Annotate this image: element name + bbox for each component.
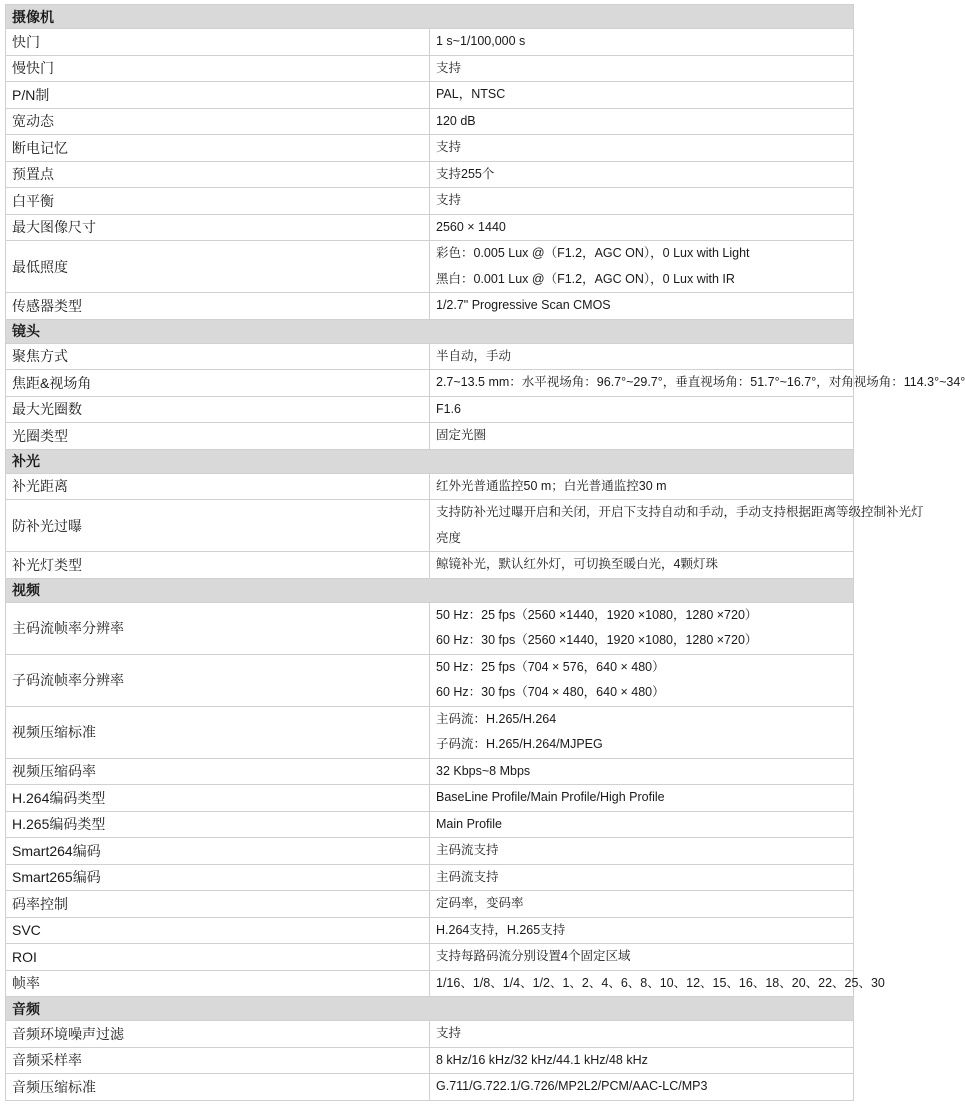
spec-value: 1 s~1/100,000 s	[436, 34, 526, 48]
spec-value-cell	[430, 423, 854, 450]
spec-value-cell	[430, 917, 854, 944]
spec-value: 50 Hz：25 fps（2560 ×1440，1920 ×1080，1280 ×720）	[436, 607, 758, 622]
spec-value-cell	[430, 602, 854, 654]
section-header-row	[6, 449, 854, 473]
spec-label: Smart264编码	[6, 838, 430, 865]
spec-value: 1/2.7" Progressive Scan CMOS	[436, 298, 611, 312]
spec-label: 防补光过曝	[6, 500, 430, 552]
spec-value: 60 Hz：30 fps（704 × 480，640 × 480）	[436, 685, 665, 699]
spec-value: 2560 × 1440	[436, 219, 506, 234]
spec-value: 黑白：0.001 Lux @（F1.2，AGC ON），0 Lux with IR	[436, 271, 735, 286]
spec-row	[6, 161, 854, 188]
spec-value-cell	[430, 473, 854, 500]
spec-value: 鲸镜补光，默认红外灯，可切换至暖白光，4颗灯珠	[436, 557, 718, 571]
spec-value: G.711/G.722.1/G.726/MP2L2/PCM/AAC-LC/MP3	[436, 1079, 708, 1093]
spec-row	[6, 108, 854, 135]
spec-row	[6, 811, 854, 838]
spec-label: 聚焦方式	[6, 343, 430, 370]
spec-value: 主码流支持	[436, 843, 499, 857]
spec-value: 支持	[436, 1026, 462, 1040]
spec-row	[6, 188, 854, 215]
spec-value: 120 dB	[436, 113, 476, 128]
spec-value: 主码流支持	[436, 869, 499, 884]
spec-value: 32 Kbps~8 Mbps	[436, 763, 531, 778]
spec-row	[6, 758, 854, 785]
spec-value: 60 Hz：30 fps（2560 ×1440，1920 ×1080，1280 ×720）	[436, 633, 758, 647]
spec-label: 最大图像尺寸	[6, 214, 430, 241]
spec-value-cell	[430, 864, 854, 891]
spec-table	[5, 4, 965, 1101]
spec-label: 最大光圈数	[6, 396, 430, 423]
spec-row	[6, 29, 854, 56]
spec-label: 白平衡	[6, 188, 430, 215]
spec-row	[6, 473, 854, 500]
spec-value: BaseLine Profile/Main Profile/High Profile	[436, 790, 665, 804]
spec-row	[6, 1021, 854, 1048]
section-header-row	[6, 319, 854, 343]
section-header-row	[6, 5, 854, 29]
spec-label: 视频压缩标准	[6, 706, 430, 758]
spec-value-cell	[430, 944, 854, 971]
spec-value: 红外光普通监控50 m；白光普通监控30 m	[436, 478, 667, 493]
spec-value: 支持	[436, 60, 462, 75]
spec-row	[6, 396, 854, 423]
spec-value: 支持防补光过曝开启和关闭，开启下支持自动和手动，手动支持根据距离等级控制补光灯	[436, 505, 924, 519]
section-title: 视频	[6, 578, 854, 602]
spec-label: 最低照度	[6, 241, 430, 293]
spec-label: 主码流帧率分辨率	[6, 602, 430, 654]
spec-row	[6, 500, 854, 552]
spec-value-cell	[430, 1021, 854, 1048]
spec-value-cell	[430, 214, 854, 241]
spec-row	[6, 552, 854, 579]
spec-row	[6, 944, 854, 971]
spec-value: PAL，NTSC	[436, 87, 506, 101]
spec-row	[6, 654, 854, 706]
spec-value: 支持	[436, 140, 462, 154]
spec-value-cell	[430, 108, 854, 135]
spec-row	[6, 135, 854, 162]
spec-value: Main Profile	[436, 816, 502, 831]
spec-label: P/N制	[6, 82, 430, 109]
spec-label: 补光距离	[6, 473, 430, 500]
spec-value: F1.6	[436, 401, 462, 416]
spec-label: 断电记忆	[6, 135, 430, 162]
spec-value-cell	[430, 370, 965, 397]
spec-label: 码率控制	[6, 891, 430, 918]
spec-value: 2.7~13.5 mm：水平视场角：96.7°~29.7°，垂直视场角：51.7°~16.7°，对角视场角：114.3°~34°	[436, 375, 965, 389]
section-header-row	[6, 578, 854, 602]
spec-value: 支持每路码流分别设置4个固定区域	[436, 949, 631, 963]
spec-row	[6, 602, 854, 654]
spec-value-cell	[430, 396, 854, 423]
spec-label: 音频压缩标准	[6, 1074, 430, 1101]
spec-value: 彩色：0.005 Lux @（F1.2，AGC ON），0 Lux with Light	[436, 246, 750, 260]
section-title: 摄像机	[6, 5, 854, 29]
spec-value-cell	[430, 838, 854, 865]
spec-value: 半自动，手动	[436, 348, 512, 363]
section-header-row	[6, 997, 854, 1021]
spec-row	[6, 241, 854, 293]
spec-value: 固定光圈	[436, 428, 487, 442]
spec-value-cell	[430, 1074, 854, 1101]
spec-label: 帧率	[6, 970, 430, 997]
spec-row	[6, 706, 854, 758]
spec-label: 音频采样率	[6, 1047, 430, 1074]
spec-value-cell	[430, 654, 854, 706]
section-title: 镜头	[6, 319, 854, 343]
spec-label: Smart265编码	[6, 864, 430, 891]
spec-row	[6, 970, 854, 997]
spec-label: H.264编码类型	[6, 785, 430, 812]
spec-value-cell	[430, 500, 924, 552]
spec-label: 慢快门	[6, 55, 430, 82]
spec-row	[6, 864, 854, 891]
spec-label: H.265编码类型	[6, 811, 430, 838]
spec-row	[6, 55, 854, 82]
spec-label: 光圈类型	[6, 423, 430, 450]
spec-row	[6, 214, 854, 241]
spec-value: 8 kHz/16 kHz/32 kHz/44.1 kHz/48 kHz	[436, 1052, 648, 1067]
spec-label: ROI	[6, 944, 430, 971]
spec-value-cell	[430, 135, 854, 162]
spec-label: 快门	[6, 29, 430, 56]
spec-value: H.264支持，H.265支持	[436, 922, 566, 937]
spec-value-cell	[430, 706, 854, 758]
spec-label: 传感器类型	[6, 293, 430, 320]
spec-value-cell	[430, 758, 854, 785]
spec-value: 支持	[436, 193, 462, 207]
spec-value-cell	[430, 188, 854, 215]
spec-label: 子码流帧率分辨率	[6, 654, 430, 706]
spec-label: 焦距&视场角	[6, 370, 430, 397]
spec-row	[6, 1074, 854, 1101]
spec-value: 亮度	[436, 530, 462, 545]
spec-label: 音频环境噪声过滤	[6, 1021, 430, 1048]
spec-value-cell	[430, 29, 854, 56]
spec-value-cell	[430, 161, 854, 188]
spec-value-cell	[430, 970, 885, 997]
spec-label: 补光灯类型	[6, 552, 430, 579]
section-title: 补光	[6, 449, 854, 473]
spec-row	[6, 891, 854, 918]
spec-row	[6, 423, 854, 450]
spec-row	[6, 917, 854, 944]
spec-value: 主码流：H.265/H.264	[436, 711, 557, 726]
spec-row	[6, 785, 854, 812]
spec-table-body	[6, 5, 965, 1101]
spec-row	[6, 82, 854, 109]
spec-row	[6, 370, 854, 397]
spec-value: 子码流：H.265/H.264/MJPEG	[436, 737, 603, 751]
spec-value: 定码率，变码率	[436, 896, 524, 910]
spec-label: 预置点	[6, 161, 430, 188]
spec-value-cell	[430, 1047, 854, 1074]
spec-value-cell	[430, 293, 854, 320]
spec-row	[6, 838, 854, 865]
spec-value-cell	[430, 343, 854, 370]
spec-row	[6, 293, 854, 320]
spec-value-cell	[430, 552, 854, 579]
spec-label: 宽动态	[6, 108, 430, 135]
spec-value: 1/16、1/8、1/4、1/2、1、2、4、6、8、10、12、15、16、18、20、22、25、30	[436, 975, 885, 990]
spec-value-cell	[430, 891, 854, 918]
spec-value-cell	[430, 55, 854, 82]
spec-row	[6, 343, 854, 370]
section-title: 音频	[6, 997, 854, 1021]
spec-value-cell	[430, 82, 854, 109]
spec-label: SVC	[6, 917, 430, 944]
spec-value-cell	[430, 241, 854, 293]
spec-row	[6, 1047, 854, 1074]
spec-value: 50 Hz：25 fps（704 × 576，640 × 480）	[436, 659, 665, 674]
spec-value-cell	[430, 785, 854, 812]
spec-value: 支持255个	[436, 166, 495, 181]
spec-label: 视频压缩码率	[6, 758, 430, 785]
spec-value-cell	[430, 811, 854, 838]
